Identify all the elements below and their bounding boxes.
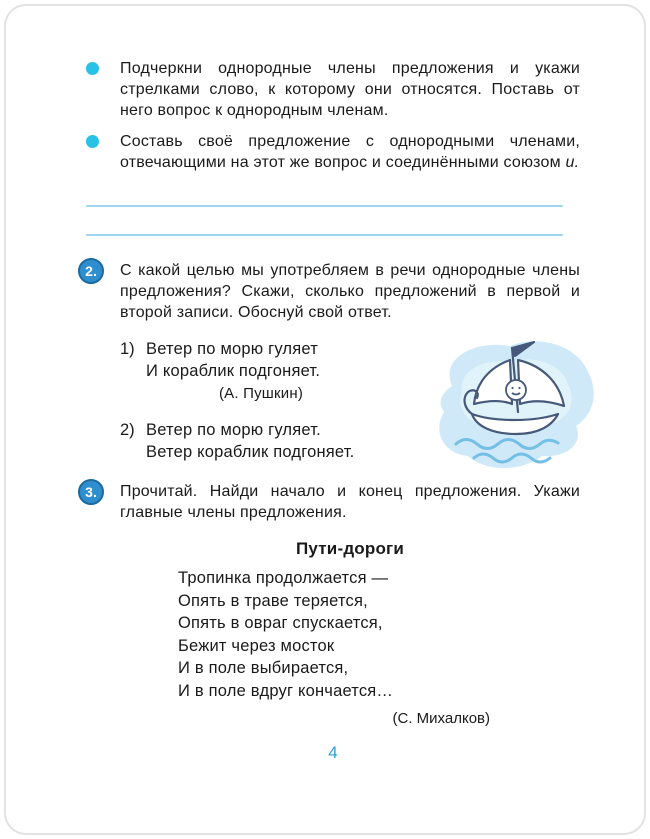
task-gutter [86, 58, 120, 75]
exercise-2-body [120, 260, 580, 463]
task-item-2 [86, 131, 580, 173]
sun-face-icon [506, 380, 526, 400]
writing-line [86, 234, 563, 236]
verse-line: И кораблик подгоняет. [146, 362, 321, 380]
exercise-3-prompt: Прочитай. Найди начало и конец предложения. Укажи главные члены предложения. [120, 483, 580, 521]
bullet-icon [86, 62, 99, 75]
poem-line: Опять в овраг спускается, [178, 614, 383, 632]
exercise-gutter [86, 260, 120, 284]
writing-line [86, 205, 563, 207]
poem-block [178, 567, 490, 727]
exercise-2-prompt: С какой целью мы употребляем в речи однородные члены предложения? Скажи, сколько предложений в первой и второй записи. Обоснуй свой ответ. [120, 262, 580, 321]
verse-lines [146, 419, 354, 463]
verse-line: Ветер кораблик подгоняет. [146, 443, 355, 461]
poem-line: И в поле вдруг кончается… [178, 681, 394, 700]
verse-line: Ветер по морю гуляет. [146, 421, 321, 439]
poem-line: Бежит через мосток [178, 636, 335, 655]
exercise-3-body [120, 481, 580, 727]
task-text: Подчеркни однородные члены предложения и укажи стрелками слово, к которому они относятся. Поставь от него вопрос к однородным членам. [120, 60, 580, 119]
poem-title: Пути-дороги [296, 539, 404, 558]
poem-attribution: (С. Михалков) [392, 710, 490, 727]
exercise-gutter [86, 481, 120, 505]
exercise-3 [86, 481, 580, 727]
task-text-italic-conjunction: и. [565, 154, 580, 171]
task-gutter [86, 131, 120, 148]
poem-line: Тропинка продолжается — [178, 569, 389, 587]
poem-line: Опять в траве теряется, [178, 591, 368, 610]
ship-illustration [422, 332, 602, 487]
page-number: 4 [328, 743, 338, 762]
exercise-2 [86, 260, 580, 463]
verse-lines [146, 338, 376, 404]
verse-attribution: (А. Пушкин) [218, 385, 304, 402]
task-text [120, 131, 580, 173]
bullet-icon [86, 135, 99, 148]
poem-line: И в поле выбирается, [178, 659, 349, 677]
verse-number: 1) [120, 340, 135, 358]
exercise-number-badge: 3. [78, 479, 104, 505]
verse-line: Ветер по морю гуляет [146, 340, 318, 358]
exercise-number-badge: 2. [78, 258, 104, 284]
verse-number: 2) [120, 421, 135, 439]
task-text-main: Составь своё предложение с однородными членами, отвечающими на этот же вопрос и соединёнными союзом [120, 133, 580, 171]
task-item-1 [86, 58, 580, 121]
